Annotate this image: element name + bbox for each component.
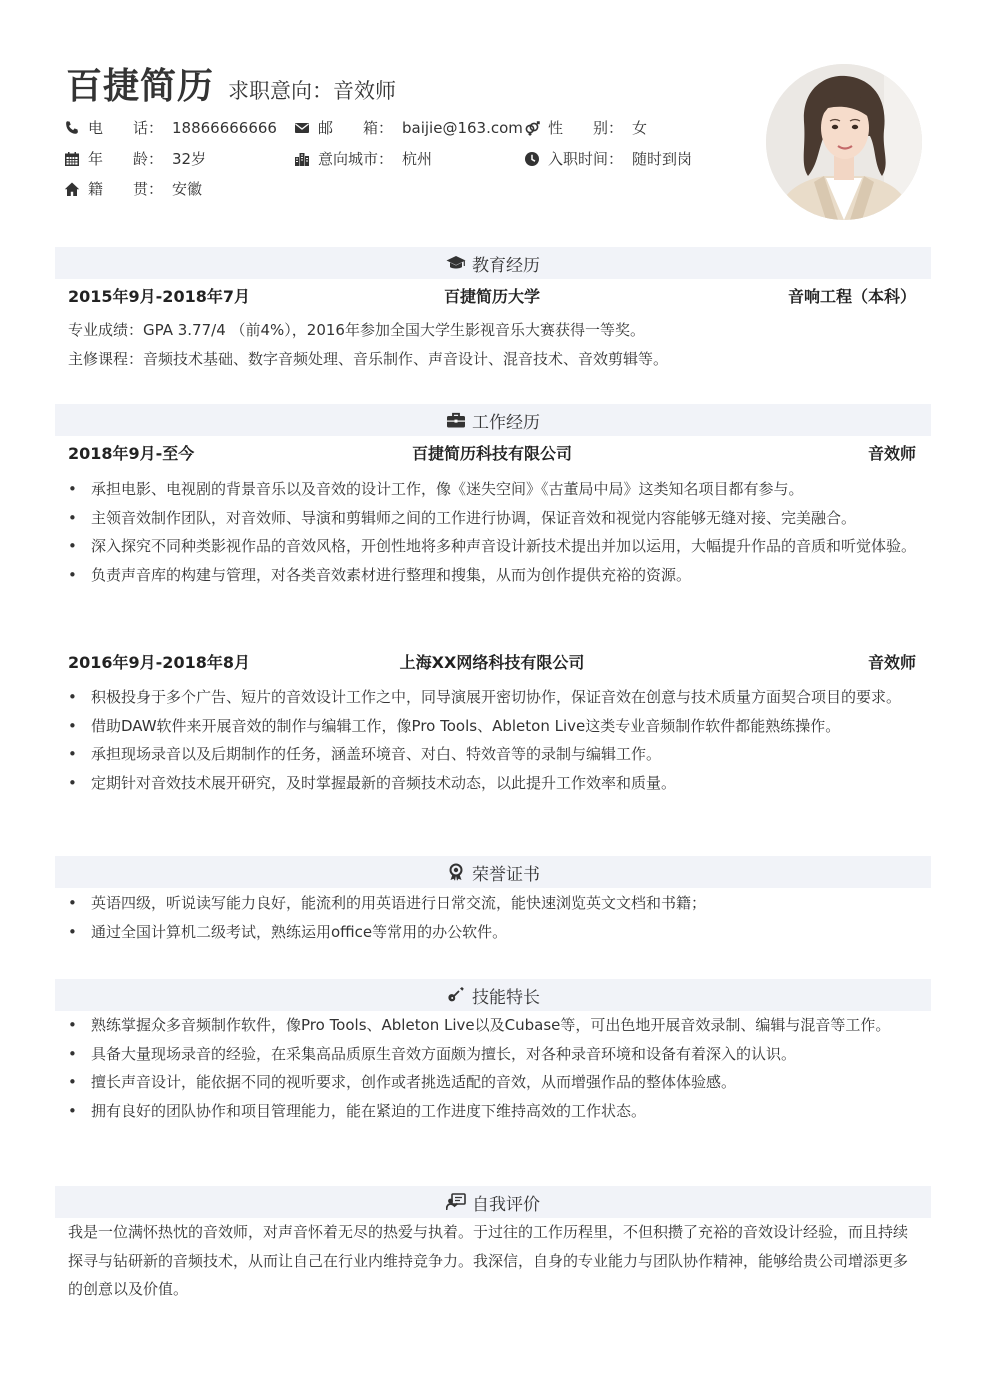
info-hometown — [64, 179, 294, 199]
work-company: 上海XX网络科技有限公司 — [399, 653, 585, 672]
section-work-title: 工作经历 — [472, 412, 540, 433]
info-hometown-label: 籍 贯： — [88, 180, 164, 198]
list-item: • 具备大量现场录音的经验，在采集高品质原生音效方面颇为擅长，对各种录音环境和设备有着深入的认识。 — [68, 1040, 920, 1069]
header — [66, 58, 396, 109]
work-entry-1 — [68, 441, 916, 463]
list-item: • 承担电影、电视剧的背景音乐以及音效的设计工作，像《迷失空间》《古董局中局》这类知名项目都有参与。 — [68, 475, 920, 504]
briefcase-icon — [446, 411, 466, 429]
graduation-cap-icon — [446, 254, 466, 272]
info-phone-value: 18866666666 — [172, 119, 277, 137]
list-item: • 通过全国计算机二级考试，熟练运用office等常用的办公软件。 — [68, 918, 920, 947]
award-icon — [446, 863, 466, 881]
work-date: 2016年9月-2018年8月 — [68, 653, 250, 672]
list-item: • 借助DAW软件来开展音效的制作与编辑工作，像Pro Tools、Ableton Live这类专业音频制作软件都能熟练操作。 — [68, 712, 920, 741]
city-icon — [294, 151, 310, 167]
info-hometown-value: 安徽 — [172, 180, 203, 198]
list-item: • 熟练掌握众多音频制作软件，像Pro Tools、Ableton Live以及Cubase等，可出色地开展音效录制、编辑与混音等工作。 — [68, 1011, 920, 1040]
applicant-name: 百捷简历 — [66, 66, 215, 107]
list-item: • 积极投身于多个广告、短片的音效设计工作之中，同导演展开密切协作，保证音效在创意与技术质量方面契合项目的要求。 — [68, 683, 920, 712]
info-age — [64, 149, 294, 169]
education-date: 2015年9月-2018年7月 — [68, 287, 250, 306]
work-role: 音效师 — [867, 444, 916, 463]
section-skills-title: 技能特长 — [472, 987, 540, 1008]
section-work-header — [55, 404, 931, 436]
info-email-value: baijie@163.com — [402, 119, 523, 137]
list-item: • 定期针对音效技术展开研究，及时掌握最新的音频技术动态，以此提升工作效率和质量。 — [68, 769, 920, 798]
work-date: 2018年9月-至今 — [68, 444, 195, 463]
info-phone — [64, 118, 294, 138]
info-start-label: 入职时间： — [548, 150, 624, 168]
work-company: 百捷简历科技有限公司 — [411, 444, 572, 463]
work-bullets-1 — [68, 475, 920, 589]
list-item: • 英语四级，听说读写能力良好，能流利的用英语进行日常交流，能快速浏览英文文档和书籍； — [68, 889, 920, 918]
education-line: 主修课程：音频技术基础、数字音频处理、音乐制作、声音设计、混音技术、音效剪辑等。 — [68, 349, 669, 368]
education-line: 专业成绩：GPA 3.77/4 （前4%），2016年参加全国大学生影视音乐大赛获得一等奖。 — [68, 321, 645, 339]
job-objective-label: 求职意向： — [228, 79, 334, 103]
list-item: • 承担现场录音以及后期制作的任务，涵盖环境音、对白、特效音等的录制与编辑工作。 — [68, 740, 920, 769]
section-self-eval-header — [55, 1186, 931, 1218]
gender-icon — [524, 120, 540, 136]
section-self-eval-title: 自我评价 — [472, 1194, 540, 1215]
list-item: • 主领音效制作团队，对音效师、导演和剪辑师之间的工作进行协调，保证音效和视觉内容能够无缝对接、完美融合。 — [68, 504, 920, 533]
list-item: • 深入探究不同种类影视作品的音效风格，开创性地将多种声音设计新技术提出并加以运用，大幅提升作品的音质和听觉体验。 — [68, 532, 920, 561]
home-icon — [64, 181, 80, 197]
self-eval-text: 我是一位满怀热忱的音效师，对声音怀着无尽的热爱与执着。于过往的工作历程里，不但积攒了充裕的音效设计经验，而且持续探寻与钻研新的音频技术，从而让自己在行业内维持竞争力。我深信，自身的专业能力与团队协作精神，能够给贵公司增添更多的创意以及价值。 — [68, 1223, 909, 1298]
info-start-value: 随时到岗 — [632, 150, 693, 168]
section-honors-header — [55, 856, 931, 888]
list-item: • 擅长声音设计，能依据不同的视听要求，创作或者挑选适配的音效，从而增强作品的整体体验感。 — [68, 1068, 920, 1097]
job-objective: 音效师 — [333, 79, 397, 103]
info-city-value: 杭州 — [402, 150, 433, 168]
info-gender — [524, 118, 724, 138]
work-entry-2 — [68, 650, 916, 672]
phone-icon — [64, 120, 80, 136]
info-age-label: 年 龄： — [88, 150, 164, 168]
list-item: • 负责声音库的构建与管理，对各类音效素材进行整理和搜集，从而为创作提供充裕的资源。 — [68, 561, 920, 590]
section-skills-header — [55, 979, 931, 1011]
section-honors-title: 荣誉证书 — [472, 864, 540, 885]
info-phone-label: 电 话： — [88, 119, 164, 137]
education-school: 百捷简历大学 — [443, 287, 540, 306]
envelope-icon — [294, 120, 310, 136]
info-gender-label: 性 别： — [548, 119, 624, 137]
work-role: 音效师 — [867, 653, 916, 672]
portrait-photo — [766, 64, 922, 220]
section-education-header — [55, 247, 931, 279]
clock-icon — [524, 151, 540, 167]
info-city-label: 意向城市： — [318, 150, 394, 168]
education-major: 音响工程（本科） — [787, 287, 916, 306]
info-city — [294, 149, 524, 169]
info-age-value: 32岁 — [172, 150, 207, 168]
guitar-icon — [446, 986, 466, 1004]
calendar-icon — [64, 151, 80, 167]
work-bullets-2 — [68, 683, 920, 797]
list-item: • 拥有良好的团队协作和项目管理能力，能在紧迫的工作进度下维持高效的工作状态。 — [68, 1097, 920, 1126]
info-email — [294, 118, 524, 138]
info-start — [524, 149, 724, 169]
avatar — [766, 64, 922, 220]
info-email-label: 邮 箱： — [318, 119, 394, 137]
info-gender-value: 女 — [632, 119, 648, 137]
presenter-icon — [446, 1193, 466, 1211]
honors-bullets — [68, 889, 920, 946]
section-education-title: 教育经历 — [472, 255, 540, 276]
education-entry — [68, 284, 916, 306]
education-details — [68, 316, 920, 373]
skills-bullets — [68, 1011, 920, 1125]
